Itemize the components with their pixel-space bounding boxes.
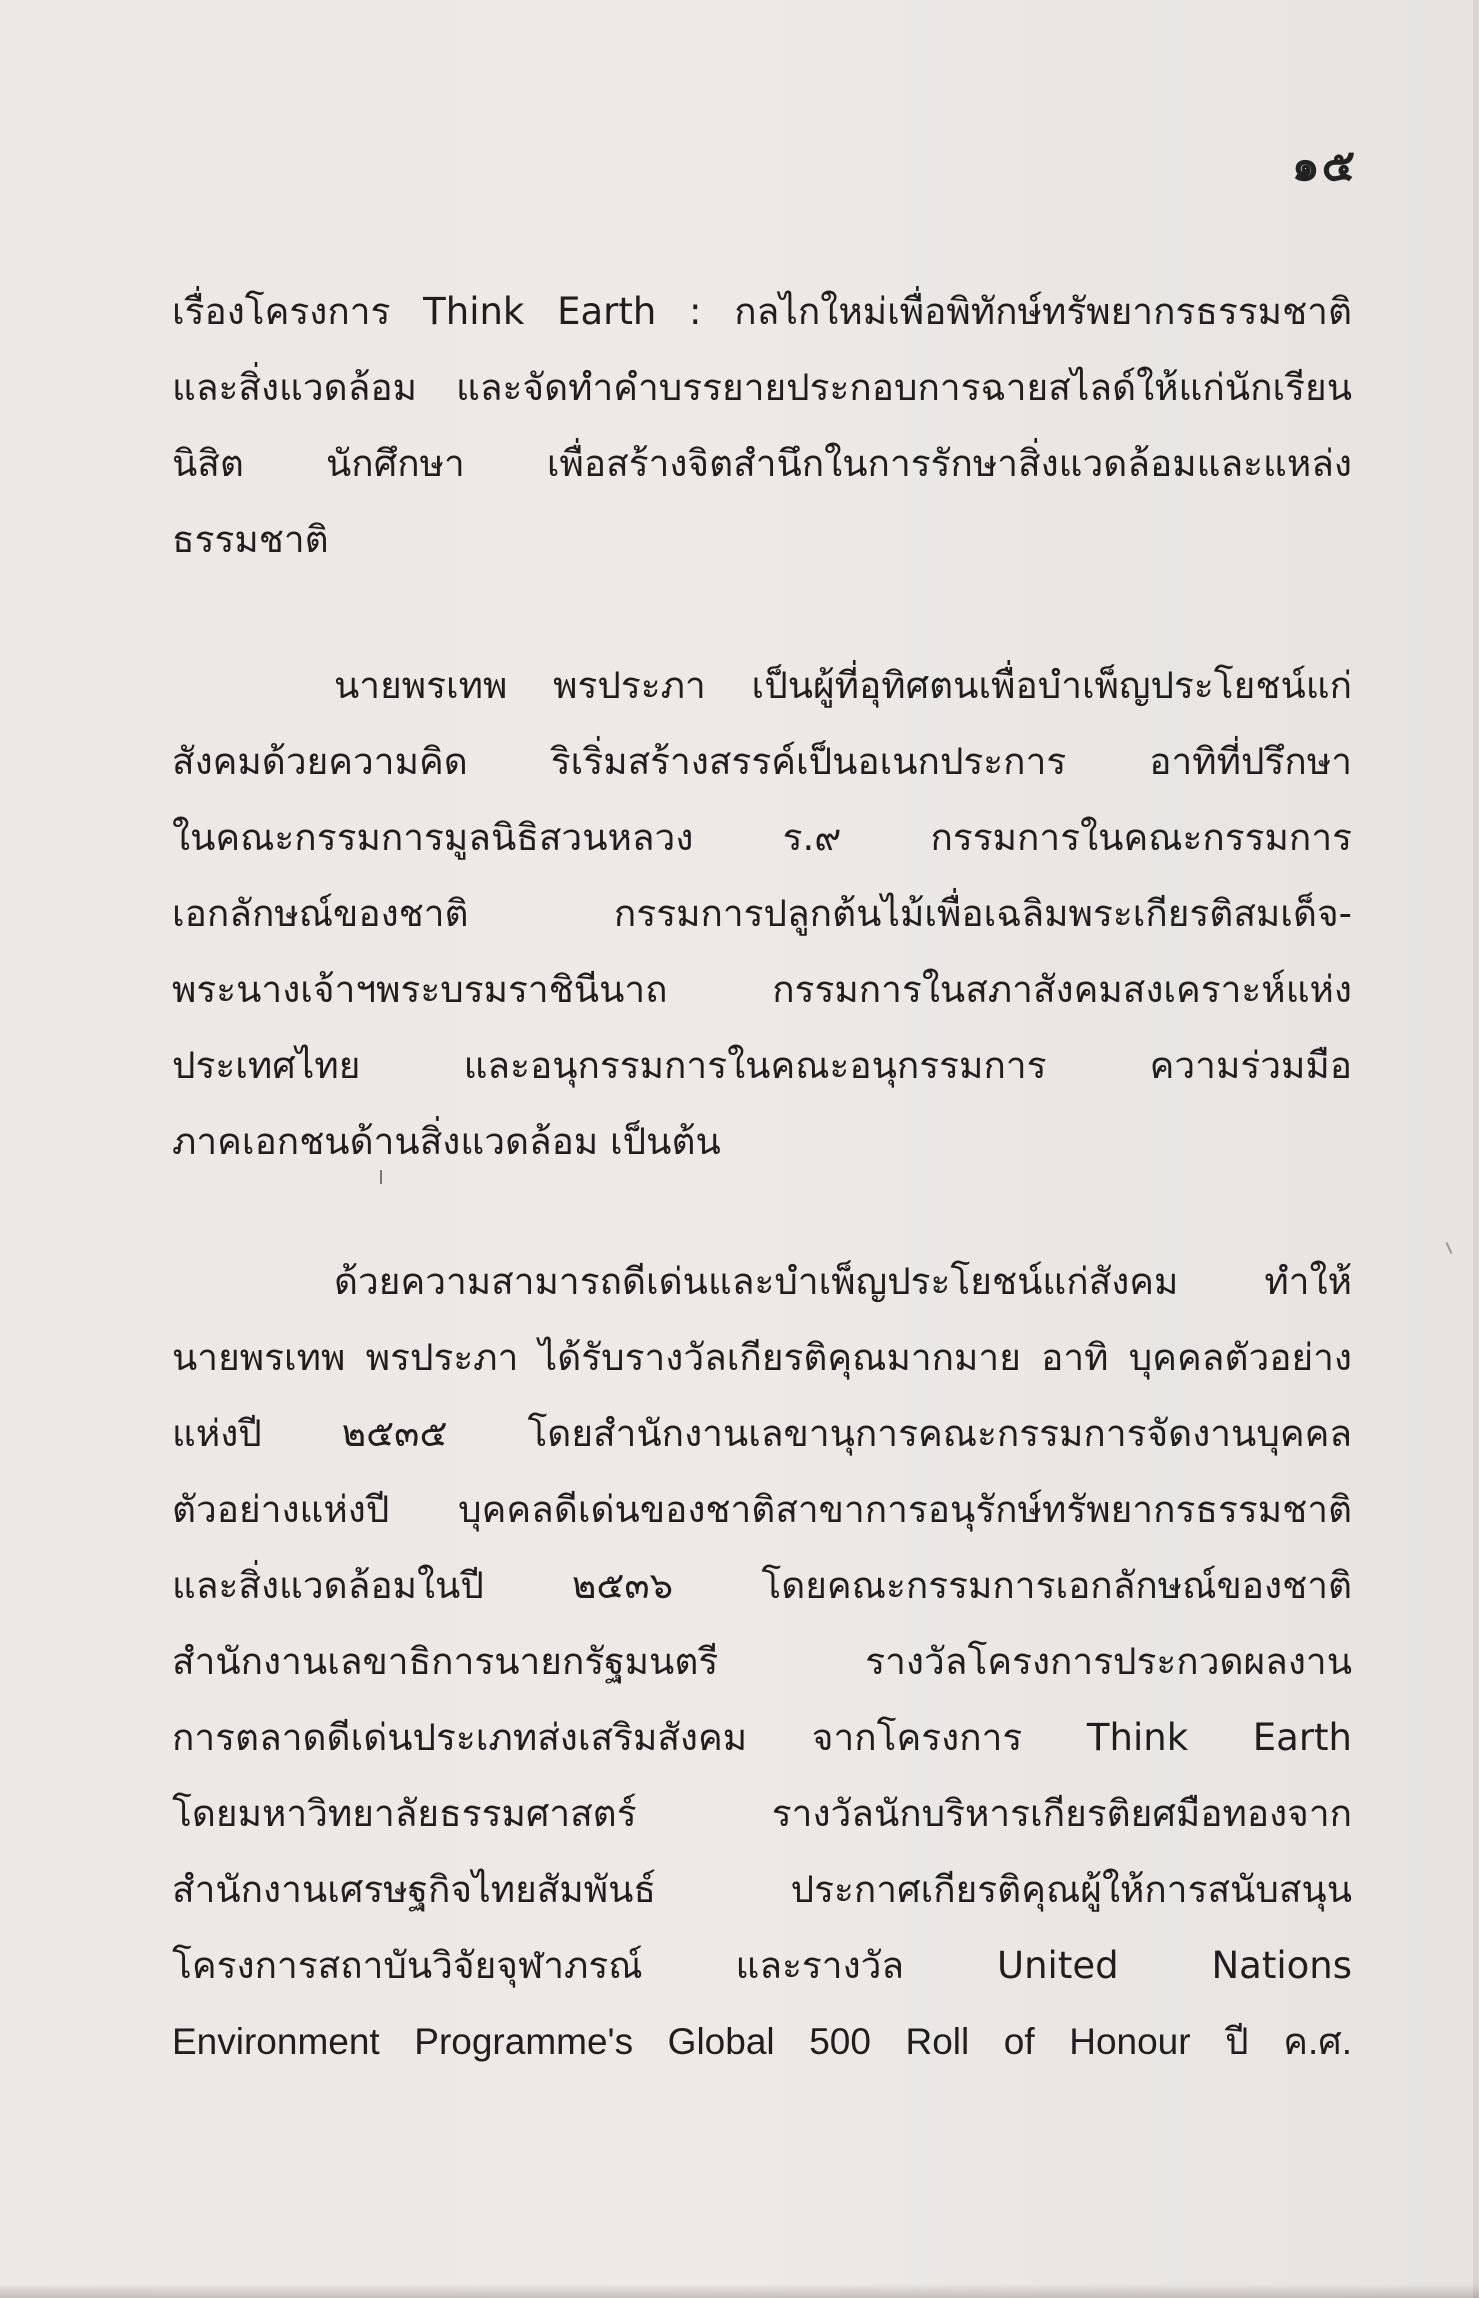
paragraph-3-line-11: Environment Programme's Global 500 Roll of Honour ปี ค.ศ. — [172, 2021, 1352, 2062]
paragraph-3-line-6: สำนักงานเลขาธิการนายกรัฐมนตรี รางวัลโครงการประกวดผลงาน — [172, 1640, 1352, 1683]
paragraph-3-line-3: แห่งปี ๒๕๓๕ โดยสำนักงานเลขานุการคณะกรรมการจัดงานบุคคล — [172, 1412, 1352, 1455]
paragraph-3-line-1: ด้วยความสามารถดีเด่นและบำเพ็ญประโยชน์แก่สังคม ทำให้ — [334, 1260, 1352, 1303]
paragraph-2-line-5: พระนางเจ้าฯพระบรมราชินีนาถ กรรมการในสภาสังคมสงเคราะห์แห่ง — [172, 968, 1352, 1011]
paragraph-1-line-1: เรื่องโครงการ Think Earth : กลไกใหม่เพื่อพิทักษ์ทรัพยากรธรรมชาติ — [172, 290, 1352, 333]
paragraph-2-line-3: ในคณะกรรมการมูลนิธิสวนหลวง ร.๙ กรรมการในคณะกรรมการ — [172, 816, 1352, 859]
paragraph-3-line-8: โดยมหาวิทยาลัยธรรมศาสตร์ รางวัลนักบริหารเกียรติยศมือทองจาก — [172, 1792, 1352, 1835]
pen-mark — [380, 1170, 382, 1184]
paragraph-1-line-3: นิสิต นักศึกษา เพื่อสร้างจิตสำนึกในการรักษาสิ่งแวดล้อมและแหล่ง — [172, 442, 1352, 485]
paragraph-2-line-1: นายพรเทพ พรประภา เป็นผู้ที่อุทิศตนเพื่อบำเพ็ญประโยชน์แก่ — [334, 664, 1352, 707]
paragraph-1-line-2: และสิ่งแวดล้อม และจัดทำคำบรรยายประกอบการฉายสไลด์ให้แก่นักเรียน — [172, 366, 1352, 409]
paragraph-1-line-4: ธรรมชาติ — [172, 518, 329, 561]
page-number: ๑๕ — [1291, 140, 1357, 191]
paragraph-3-line-10: โครงการสถาบันวิจัยจุฬาภรณ์ และรางวัล United Nations — [172, 1944, 1352, 1987]
page-bottom-shadow — [0, 2284, 1479, 2298]
paragraph-3-line-9: สำนักงานเศรษฐกิจไทยสัมพันธ์ ประกาศเกียรติคุณผู้ให้การสนับสนุน — [172, 1868, 1352, 1911]
page-edge — [1473, 0, 1479, 2298]
paragraph-2-line-6: ประเทศไทย และอนุกรรมการในคณะอนุกรรมการ ความร่วมมือ — [172, 1044, 1352, 1087]
paragraph-2-line-7: ภาคเอกชนด้านสิ่งแวดล้อม เป็นต้น — [172, 1120, 721, 1163]
paragraph-2-line-4: เอกลักษณ์ของชาติ กรรมการปลูกต้นไม้เพื่อเฉลิมพระเกียรติสมเด็จ- — [172, 892, 1352, 935]
paragraph-3-line-4: ตัวอย่างแห่งปี บุคคลดีเด่นของชาติสาขาการอนุรักษ์ทรัพยากรธรรมชาติ — [172, 1488, 1352, 1531]
paragraph-3-line-7: การตลาดดีเด่นประเภทส่งเสริมสังคม จากโครงการ Think Earth — [172, 1716, 1352, 1759]
paragraph-3-line-2: นายพรเทพ พรประภา ได้รับรางวัลเกียรติคุณมากมาย อาทิ บุคคลตัวอย่าง — [172, 1336, 1352, 1379]
paragraph-2-line-2: สังคมด้วยความคิด ริเริ่มสร้างสรรค์เป็นอเนกประการ อาทิที่ปรึกษา — [172, 740, 1352, 783]
paragraph-3-line-5: และสิ่งแวดล้อมในปี ๒๕๓๖ โดยคณะกรรมการเอกลักษณ์ของชาติ — [172, 1564, 1352, 1607]
